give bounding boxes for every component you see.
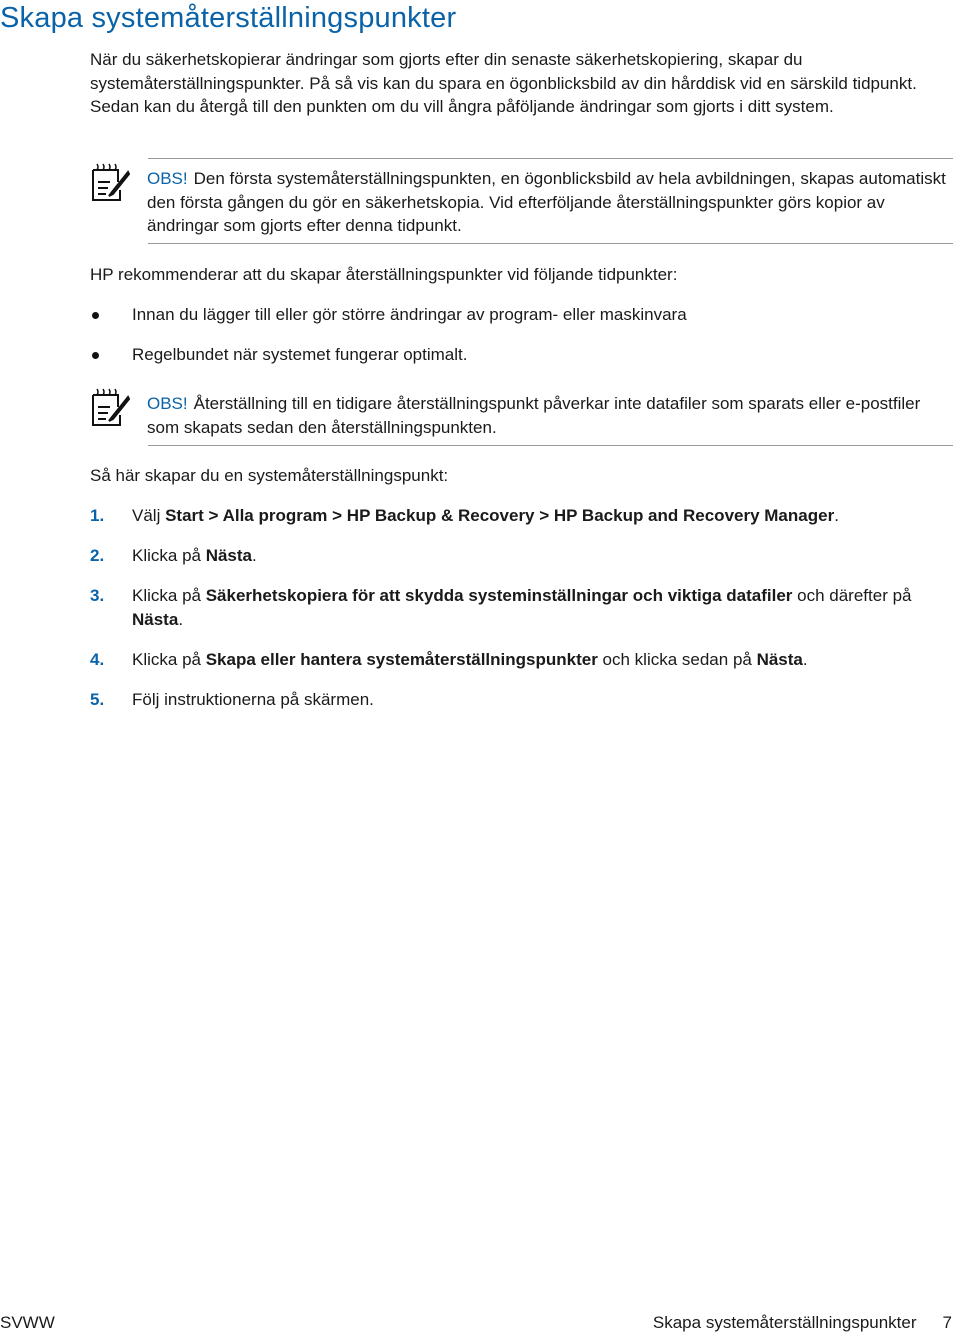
step-5: Följ instruktionerna på skärmen. xyxy=(132,690,374,709)
bullet-item: Innan du lägger till eller gör större ändringar av program- eller maskinvara xyxy=(132,305,687,324)
step-number: 1. xyxy=(90,506,105,525)
step-number: 4. xyxy=(90,650,105,669)
recommend-paragraph: HP rekommenderar att du skapar återställningspunkter vid följande tidpunkter: xyxy=(90,265,678,284)
step-3: Klicka på Säkerhetskopiera för att skydda systeminställningar och viktiga datafiler och därefter på Nästa. xyxy=(132,586,912,629)
step-number: 3. xyxy=(90,586,105,605)
note-pencil-icon xyxy=(90,162,130,204)
intro-paragraph: När du säkerhetskopierar ändringar som gjorts efter din senaste säkerhetskopiering, skapar du systemåterställningspunkter. På så vis kan du spara en ögonblicksbild av din hårddisk vid en särskild tidpunkt. Sedan kan du återgå till den punkten om du vill ångra påföljande ändringar som gjorts i ditt system. xyxy=(90,50,917,116)
footer-section-title: Skapa systemåterställningspunkter xyxy=(652,1313,917,1332)
note-body: Den första systemåterställningspunkten, en ögonblicksbild av hela avbildningen, skapas automatiskt den första gången du gör en säkerhetskopia. Vid efterföljande återställningspunkter görs kopior av ändringar som gjorts efter denna tidpunkt. xyxy=(147,169,946,235)
step-number: 2. xyxy=(90,546,105,565)
step-4: Klicka på Skapa eller hantera systemåterställningspunkter och klicka sedan på Nästa. xyxy=(132,650,808,669)
note-top-rule xyxy=(148,158,953,159)
footer-section xyxy=(653,1313,952,1333)
bullet-dot xyxy=(92,352,99,359)
note-bottom-rule xyxy=(148,243,953,244)
obs-label: OBS! xyxy=(147,394,188,413)
note-text-2 xyxy=(147,392,953,439)
step-2: Klicka på Nästa. xyxy=(132,546,257,565)
howto-paragraph: Så här skapar du en systemåterställningspunkt: xyxy=(90,466,449,485)
note-box-1 xyxy=(90,158,953,244)
note-bottom-rule xyxy=(148,445,953,446)
step-1: Välj Start > Alla program > HP Backup & Recovery > HP Backup and Recovery Manager. xyxy=(132,506,839,525)
note-text-1 xyxy=(147,167,953,238)
page-title: Skapa systemåterställningspunkter xyxy=(0,2,457,34)
step-number: 5. xyxy=(90,690,105,709)
footer-code: SVWW xyxy=(0,1313,55,1332)
bullet-dot xyxy=(92,312,99,319)
page-number: 7 xyxy=(942,1313,952,1332)
note-pencil-icon xyxy=(90,387,130,429)
obs-label: OBS! xyxy=(147,169,188,188)
bullet-item: Regelbundet när systemet fungerar optimalt. xyxy=(132,345,468,364)
note-body: Återställning till en tidigare återställningspunkt påverkar inte datafiler som sparats eller e-postfiler som skapats sedan den återställningspunkten. xyxy=(147,394,921,437)
note-box-2 xyxy=(90,383,953,446)
